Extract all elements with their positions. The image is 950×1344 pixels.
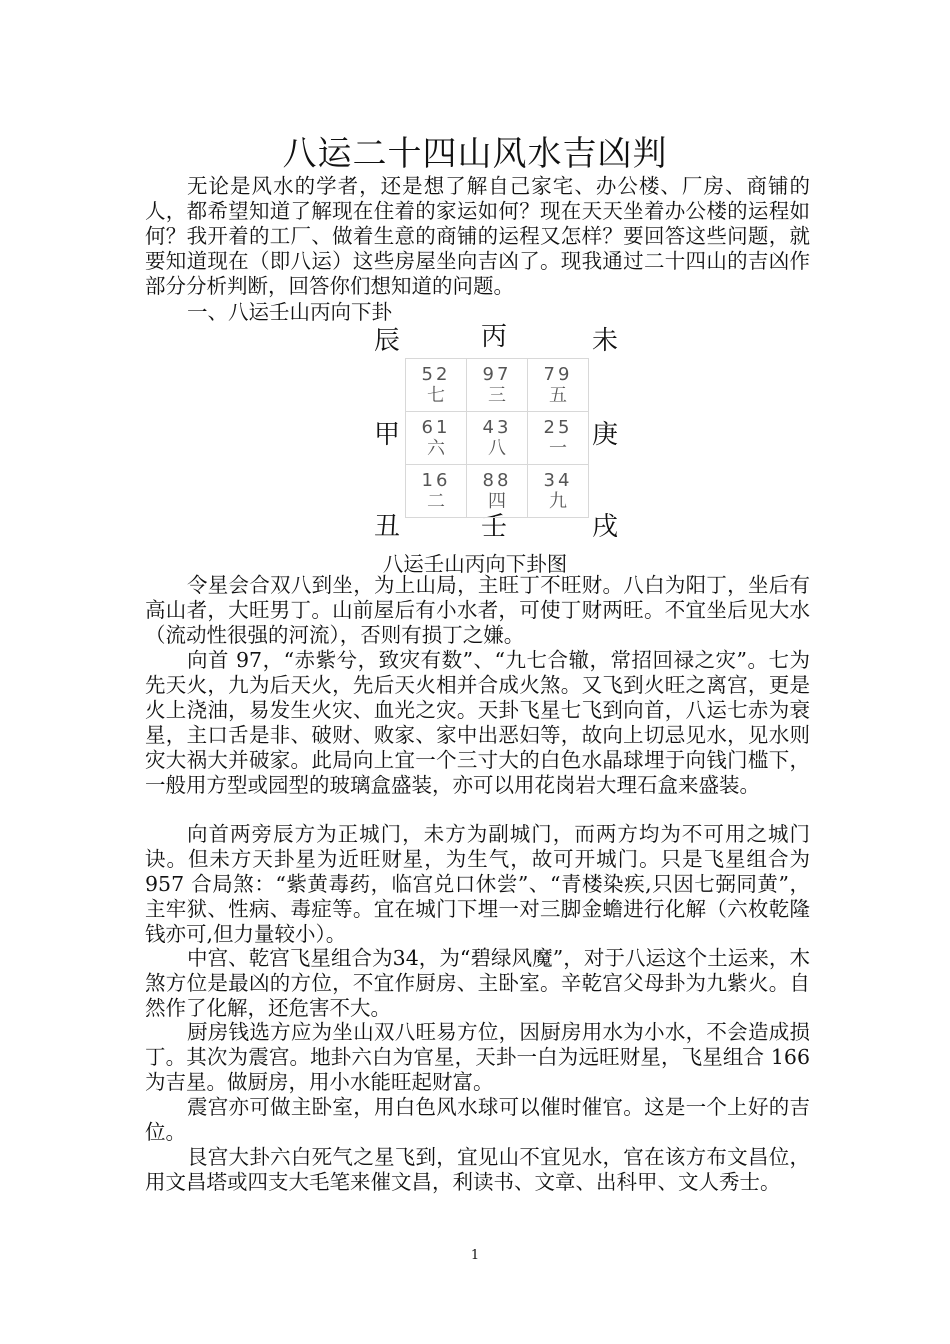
cell-gua: 二	[427, 490, 445, 512]
direction-left: 甲	[374, 420, 401, 450]
grid-row	[406, 359, 589, 412]
direction-bottom-right: 戌	[592, 512, 619, 542]
cell-stars: 16	[421, 469, 451, 491]
page-number: 1	[470, 1248, 480, 1263]
grid-cell	[467, 465, 528, 518]
star-grid	[405, 358, 589, 518]
cell-gua: 五	[549, 384, 567, 406]
diagram-caption: 八运壬山丙向下卦图	[382, 552, 568, 576]
grid-cell	[406, 465, 467, 518]
paragraph-5: 厨房钱选方应为坐山双八旺易方位，因厨房用水为小水，不会造成损丁。其次为震宫。地卦六白为官星，天卦一白为远旺财星，飞星组合 166 为吉星。做厨房，用小水能旺起财富。	[145, 1020, 810, 1094]
page-title: 八运二十四山风水吉凶判	[282, 134, 668, 174]
cell-stars: 97	[482, 363, 512, 385]
grid-cell	[528, 412, 589, 465]
paragraph-3: 向首两旁辰方为正城门，未方为副城门，而两方均为不可用之城门诀。但未方天卦星为近旺财星，为生气，故可开城门。只是飞星组合为957 合局煞：“紫黄毒药，临宫兑口休尝”、“青楼染疾,只因七弼同黄”，主牢狱、性病、毒症等。宜在城门下埋一对三脚金蟾进行化解（六枚乾隆钱亦可,但力量较小）。	[145, 822, 810, 946]
grid-cell	[406, 359, 467, 412]
cell-stars: 43	[482, 416, 512, 438]
paragraph-7: 艮宫大卦六白死气之星飞到，宜见山不宜见水，官在该方布文昌位，用文昌塔或四支大毛笔来催文昌，利读书、文章、出科甲、文人秀士。	[145, 1145, 810, 1194]
direction-top-left: 辰	[374, 326, 401, 356]
cell-gua: 七	[427, 384, 445, 406]
direction-bottom: 壬	[481, 512, 508, 542]
cell-gua: 六	[427, 437, 445, 459]
cell-stars: 34	[543, 469, 573, 491]
cell-gua: 三	[488, 384, 506, 406]
cell-gua: 一	[549, 437, 567, 459]
grid-cell	[467, 359, 528, 412]
grid-cell	[528, 465, 589, 518]
cell-stars: 52	[421, 363, 451, 385]
cell-stars: 88	[482, 469, 512, 491]
direction-top-right: 未	[592, 326, 619, 356]
cell-stars: 25	[543, 416, 573, 438]
cell-stars: 61	[421, 416, 451, 438]
direction-right: 庚	[592, 420, 619, 450]
grid-cell	[406, 412, 467, 465]
grid-cell	[528, 359, 589, 412]
cell-gua: 四	[488, 490, 506, 512]
cell-gua: 八	[488, 437, 506, 459]
intro-paragraph: 无论是风水的学者，还是想了解自己家宅、办公楼、厂房、商铺的人，都希望知道了解现在住着的家运如何？现在天天坐着办公楼的运程如何？我开着的工厂、做着生意的商铺的运程又怎样？要回答这些问题，就要知道现在（即八运）这些房屋坐向吉凶了。现我通过二十四山的吉凶作部分分析判断，回答你们想知道的问题。	[145, 174, 810, 298]
direction-top: 丙	[481, 322, 508, 352]
direction-bottom-left: 丑	[374, 512, 401, 542]
paragraph-6: 震宫亦可做主卧室，用白色风水球可以催时催官。这是一个上好的吉位。	[145, 1095, 810, 1144]
grid-row	[406, 465, 589, 518]
paragraph-2: 向首 97，“赤紫兮，致灾有数”、“九七合辙，常招回禄之灾”。七为先天火，九为后天火，先后天火相并合成火煞。又飞到火旺之离宫，更是火上浇油，易发生火灾、血光之灾。天卦飞星七飞到向首，八运七赤为衰星，主口舌是非、破财、败家、家中出恶妇等，故向上切忌见水，见水则灾大祸大并破家。此局向上宜一个三寸大的白色水晶球埋于向钱门槛下，一般用方型或园型的玻璃盒盛装，亦可以用花岗岩大理石盒来盛装。	[145, 648, 810, 797]
cell-gua: 九	[549, 490, 567, 512]
paragraph-1: 令星会合双八到坐，为上山局，主旺丁不旺财。八白为阳丁，坐后有高山者，大旺男丁。山前屋后有小水者，可使丁财两旺。不宜坐后见大水（流动性很强的河流），否则有损丁之嫌。	[145, 573, 810, 647]
paragraph-4: 中宫、乾宫飞星组合为34，为“碧绿风魔”，对于八运这个土运来，木煞方位是最凶的方位，不宜作厨房、主卧室。辛乾宫父母卦为九紫火。自然作了化解，还危害不大。	[145, 946, 810, 1020]
grid-cell	[467, 412, 528, 465]
cell-stars: 79	[543, 363, 573, 385]
section-heading: 一、八运壬山丙向下卦	[187, 300, 392, 324]
grid-row	[406, 412, 589, 465]
